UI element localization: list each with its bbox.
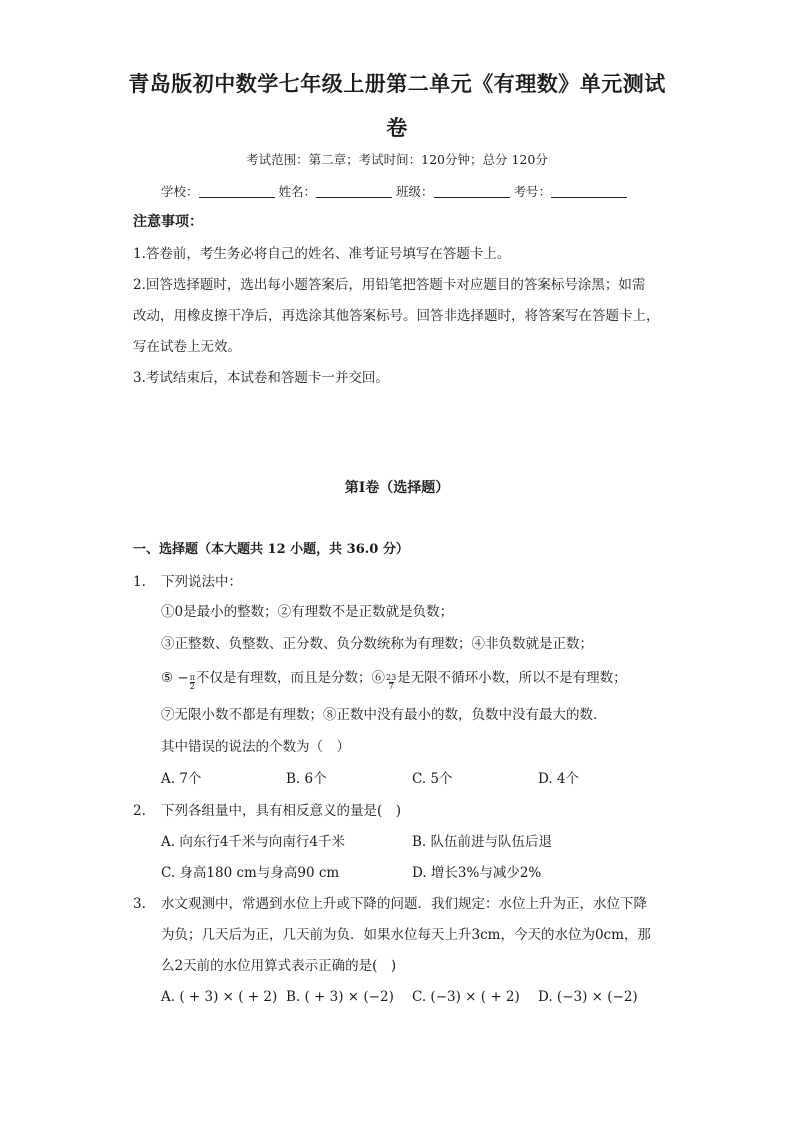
option-c: C. 身高180 cm与身高90 cm <box>161 865 340 881</box>
fraction-denominator: 7 <box>388 682 394 691</box>
question-prompt: 其中错误的说法的个数为（ ） <box>161 739 350 755</box>
question-stem: 下列说法中： <box>161 574 242 590</box>
class-blank <box>434 183 510 198</box>
fraction-23-over-7 <box>386 674 396 691</box>
option-b: B. ( + 3) × (−2) <box>286 989 394 1005</box>
exam-title-continued: 卷 <box>386 116 408 140</box>
notice-item: 改动，用橡皮擦干净后，再选涂其他答案标号。回答非选择题时，将答案写在答题卡上， <box>133 308 660 324</box>
school-label: 学校： <box>161 184 199 199</box>
exam-info: 考试范围：第二章；考试时间：120分钟；总分 120分 <box>246 152 548 167</box>
question-stem: 水文观测中，常遇到水位上升或下降的问题．我们规定：水位上升为正，水位下降 <box>161 896 647 912</box>
number-blank <box>551 183 627 198</box>
notice-heading: 注意事项： <box>133 214 203 230</box>
option-d: D. (−3) × (−2) <box>538 989 638 1005</box>
question-stem: 下列各组量中，具有相反意义的量是( ) <box>161 803 402 819</box>
question-number: 1. <box>133 574 146 590</box>
question-statement-with-fractions <box>161 668 627 691</box>
volume-title: 第Ⅰ卷（选择题） <box>344 480 450 496</box>
number-label: 考号： <box>513 184 552 199</box>
statement-part: 是无限不循环小数，所以不是有理数； <box>397 670 627 686</box>
statement-part: ⑤ − <box>161 670 189 686</box>
question-stem: 为负；几天后为正，几天前为负．如果水位每天上升3cm，今天的水位为0cm，那 <box>161 927 651 943</box>
question-number: 3. <box>133 896 146 912</box>
option-a: A. 向东行4千米与向南行4千米 <box>161 834 346 850</box>
fraction-denominator: 2 <box>189 682 195 691</box>
question-statement: ⑦无限小数不都是有理数；⑧正数中没有最小的数，负数中没有最大的数． <box>161 707 607 723</box>
notice-item: 3.考试结束后，本试卷和答题卡一并交回。 <box>133 370 389 386</box>
fraction-numerator: π <box>189 673 195 682</box>
section-title: 一、选择题（本大题共 12 小题，共 36.0 分） <box>133 542 409 557</box>
question-prompt: 么2天前的水位用算式表示正确的是( ) <box>161 958 397 974</box>
question-statement: ③正整数、负整数、正分数、负分数统称为有理数；④非负数就是正数； <box>161 636 593 652</box>
name-label: 姓名： <box>278 184 317 199</box>
option-d: D. 增长3%与减少2% <box>412 865 542 881</box>
school-blank <box>199 183 275 198</box>
option-c: C. 5个 <box>412 771 453 787</box>
notice-item: 2.回答选择题时，选出每小题答案后，用铅笔把答题卡对应题目的答案标号涂黑；如需 <box>133 277 646 293</box>
option-c: C. (−3) × ( + 2) <box>412 989 520 1005</box>
notice-item: 1.答卷前，考生务必将自己的姓名、准考证号填写在答题卡上。 <box>133 246 511 262</box>
option-a: A. ( + 3) × ( + 2) <box>161 989 278 1005</box>
fraction-numerator: 23 <box>385 673 397 682</box>
exam-title: 青岛版初中数学七年级上册第二单元《有理数》单元测试 <box>128 72 666 96</box>
student-info-fields <box>161 182 627 202</box>
name-blank <box>316 183 392 198</box>
question-number: 2. <box>133 803 146 819</box>
option-b: B. 队伍前进与队伍后退 <box>412 834 553 850</box>
option-a: A. 7个 <box>161 771 202 787</box>
fraction-pi-over-2 <box>190 674 195 691</box>
question-statement: ①0是最小的整数；②有理数不是正数就是负数； <box>161 604 454 620</box>
option-d: D. 4个 <box>538 771 580 787</box>
notice-item: 写在试卷上无效。 <box>133 339 241 355</box>
class-label: 班级： <box>396 184 434 199</box>
option-b: B. 6个 <box>286 771 327 787</box>
statement-part: 不仅是有理数，而且是分数；⑥ <box>195 670 385 686</box>
